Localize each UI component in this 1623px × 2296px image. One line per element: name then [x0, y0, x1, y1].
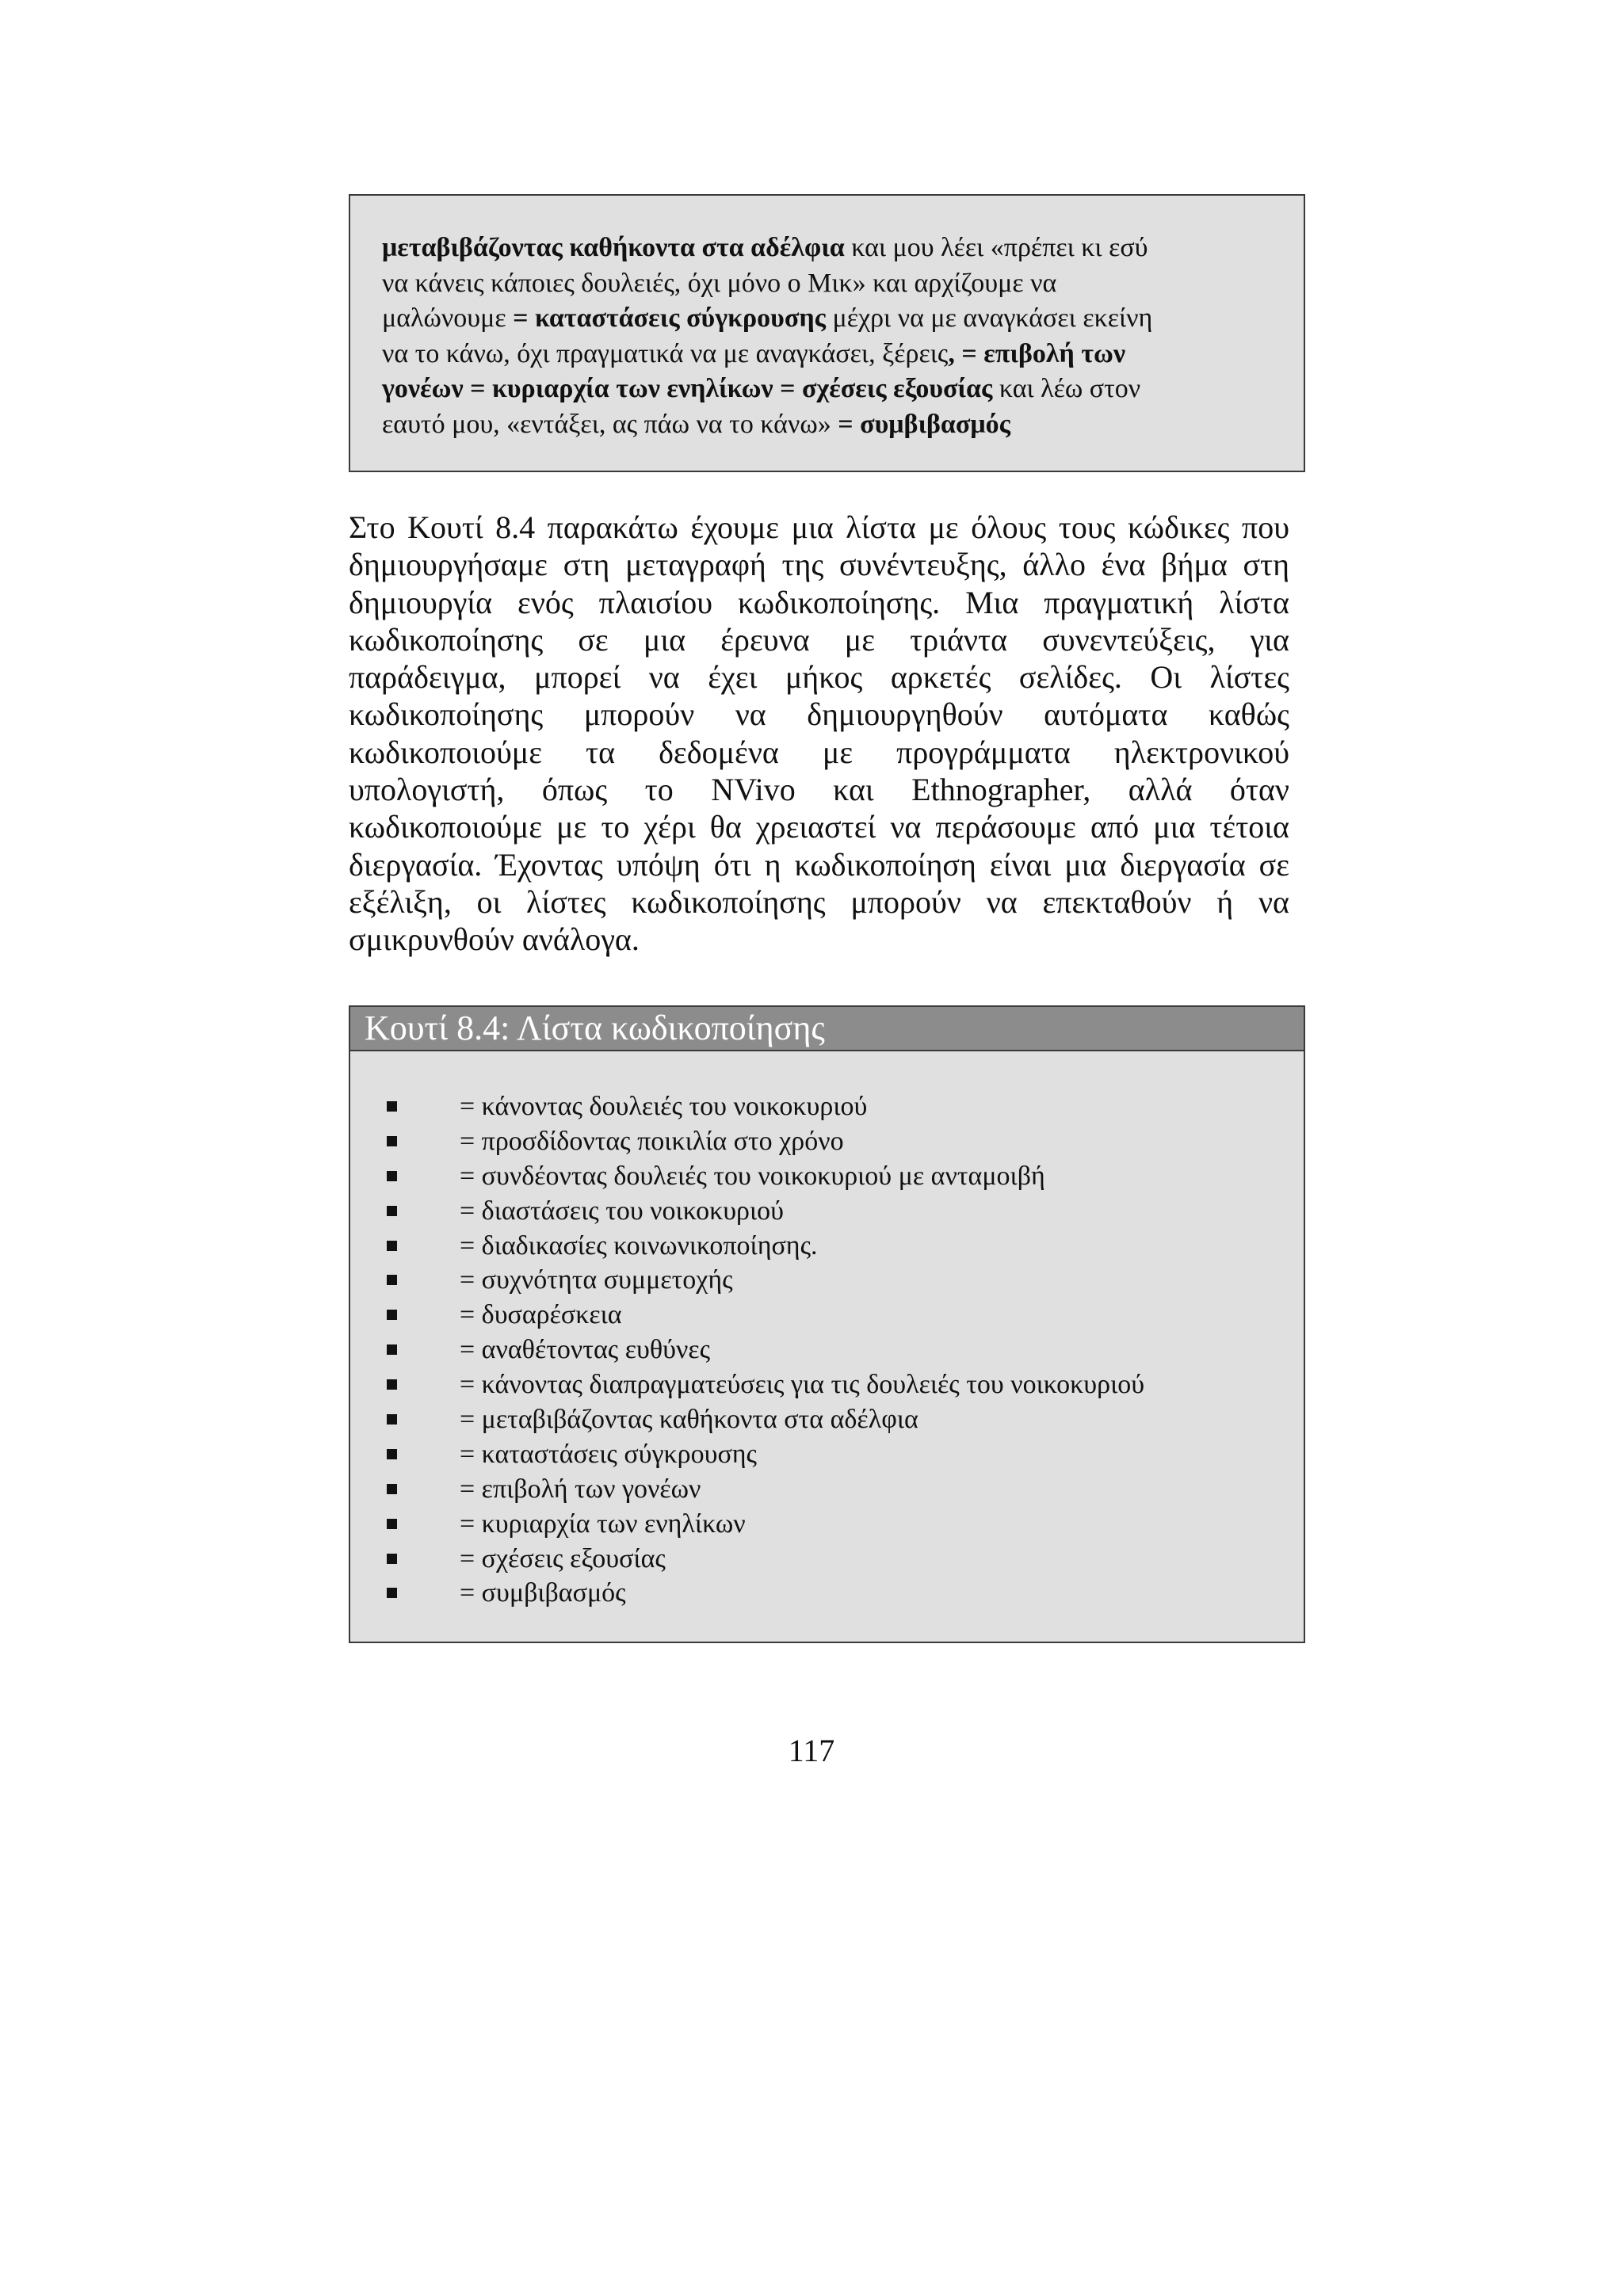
excerpt-bold-text: = καταστάσεις σύγκρουσης — [513, 303, 826, 333]
excerpt-text: μέχρι να με αναγκάσει εκείνη — [825, 303, 1153, 333]
excerpt-text: και λέω στον — [992, 374, 1141, 403]
excerpt-bold-text: γονέων = κυριαρχία των ενηλίκων = σχέσεις εξουσίας — [382, 374, 993, 403]
excerpt-line — [382, 231, 1272, 266]
list-item-text: = διαστάσεις του νοικοκυριού — [460, 1196, 784, 1226]
coding-list — [387, 1089, 1144, 1611]
square-bullet-icon — [387, 1588, 397, 1598]
list-item-text: = επιβολή των γονέων — [460, 1474, 701, 1504]
square-bullet-icon — [387, 1101, 397, 1112]
list-item-text: = προσδίδοντας ποικιλία στο χρόνο — [460, 1126, 844, 1156]
list-item — [387, 1437, 1144, 1472]
excerpt-line — [382, 266, 1272, 302]
paragraph-line: δημιουργήσαμε στη μεταγραφή της συνέντευξης, άλλο ένα βήμα στη — [349, 547, 1289, 583]
paragraph-line: Στο Κουτί 8.4 παρακάτω έχουμε μια λίστα με όλους τους κώδικες που — [349, 509, 1289, 545]
list-item — [387, 1229, 1144, 1264]
square-bullet-icon — [387, 1449, 397, 1459]
excerpt-line — [382, 372, 1272, 407]
square-bullet-icon — [387, 1344, 397, 1355]
excerpt-bold-text: , = επιβολή των — [948, 338, 1126, 368]
list-item — [387, 1194, 1144, 1229]
list-item — [387, 1402, 1144, 1437]
list-item-text: = συνδέοντας δουλειές του νοικοκυριού με ανταμοιβή — [460, 1161, 1045, 1191]
excerpt-text: να το κάνω, όχι πραγματικά να με αναγκάσει, ξέρεις — [382, 338, 949, 368]
excerpt-line — [382, 407, 1272, 443]
excerpt-bold-text: μεταβιβάζοντας καθήκοντα στα αδέλφια — [382, 233, 845, 262]
excerpt-text: μαλώνουμε — [382, 303, 514, 333]
list-item-text: = αναθέτοντας ευθύνες — [460, 1335, 711, 1365]
excerpt-bold-text: = συμβιβασμός — [838, 409, 1010, 439]
list-item — [387, 1159, 1144, 1194]
list-item — [387, 1124, 1144, 1159]
page-number: 117 — [788, 1733, 835, 1768]
list-item-text: = διαδικασίες κοινωνικοποίησης. — [460, 1230, 818, 1261]
square-bullet-icon — [387, 1275, 397, 1285]
square-bullet-icon — [387, 1554, 397, 1564]
list-item — [387, 1576, 1144, 1611]
list-item — [387, 1089, 1144, 1124]
paragraph-line: σμικρυνθούν ανάλογα. — [349, 921, 640, 958]
body-paragraph — [349, 509, 1289, 959]
paragraph-line: υπολογιστή, όπως το NVivo και Ethnographer, αλλά όταν — [349, 772, 1289, 808]
coding-list-box — [349, 1005, 1305, 1643]
paragraph-line: κωδικοποίησης σε μια έρευνα με τριάντα συνεντεύξεις, για — [349, 621, 1289, 658]
coding-list-title: Κουτί 8.4: Λίστα κωδικοποίησης — [350, 1007, 1304, 1051]
paragraph-line: κωδικοποίησης μπορούν να δημιουργηθούν αυτόματα καθώς — [349, 696, 1289, 733]
square-bullet-icon — [387, 1171, 397, 1181]
square-bullet-icon — [387, 1241, 397, 1251]
list-item-text: = δυσαρέσκεια — [460, 1300, 622, 1330]
interview-excerpt-box — [349, 194, 1305, 472]
excerpt-line — [382, 301, 1272, 337]
list-item — [387, 1333, 1144, 1367]
list-item — [387, 1298, 1144, 1333]
square-bullet-icon — [387, 1484, 397, 1494]
excerpt-text: εαυτό μου, «εντάξει, ας πάω να το κάνω» — [382, 409, 838, 439]
square-bullet-icon — [387, 1310, 397, 1320]
paragraph-line: παράδειγμα, μπορεί να έχει μήκος αρκετές σελίδες. Οι λίστες — [349, 659, 1289, 696]
list-item — [387, 1263, 1144, 1298]
list-item-text: = μεταβιβάζοντας καθήκοντα στα αδέλφια — [460, 1405, 918, 1435]
excerpt-line — [382, 337, 1272, 372]
paragraph-line: κωδικοποιούμε τα δεδομένα με προγράμματα ηλεκτρονικού — [349, 734, 1289, 770]
square-bullet-icon — [387, 1136, 397, 1146]
list-item-text: = συχνότητα συμμετοχής — [460, 1265, 733, 1295]
list-item-text: = κάνοντας διαπραγματεύσεις για τις δουλειές του νοικοκυριού — [460, 1370, 1145, 1400]
paragraph-line: δημιουργία ενός πλαισίου κωδικοποίησης. Μια πραγματική λίστα — [349, 584, 1289, 620]
list-item — [387, 1472, 1144, 1507]
list-item — [387, 1507, 1144, 1542]
list-item-text: = καταστάσεις σύγκρουσης — [460, 1439, 758, 1469]
list-item-text: = κάνοντας δουλειές του νοικοκυριού — [460, 1092, 868, 1121]
list-item — [387, 1367, 1144, 1402]
square-bullet-icon — [387, 1414, 397, 1425]
square-bullet-icon — [387, 1379, 397, 1390]
list-item-text: = σχέσεις εξουσίας — [460, 1543, 666, 1573]
paragraph-line: κωδικοποιούμε με το χέρι θα χρειαστεί να περάσουμε από μια τέτοια — [349, 809, 1289, 845]
list-item — [387, 1542, 1144, 1577]
square-bullet-icon — [387, 1519, 397, 1529]
list-item-text: = συμβιβασμός — [460, 1578, 626, 1608]
paragraph-line: διεργασία. Έχοντας υπόψη ότι η κωδικοποίηση είναι μια διεργασία σε — [349, 846, 1289, 883]
square-bullet-icon — [387, 1206, 397, 1216]
list-item-text: = κυριαρχία των ενηλίκων — [460, 1508, 746, 1539]
paragraph-line: εξέλιξη, οι λίστες κωδικοποίησης μπορούν να επεκταθούν ή να — [349, 883, 1289, 920]
excerpt-text: να κάνεις κάποιες δουλειές, όχι μόνο ο Μικ» και αρχίζουμε να — [382, 268, 1057, 298]
excerpt-text: και μου λέει «πρέπει κι εσύ — [844, 233, 1148, 262]
